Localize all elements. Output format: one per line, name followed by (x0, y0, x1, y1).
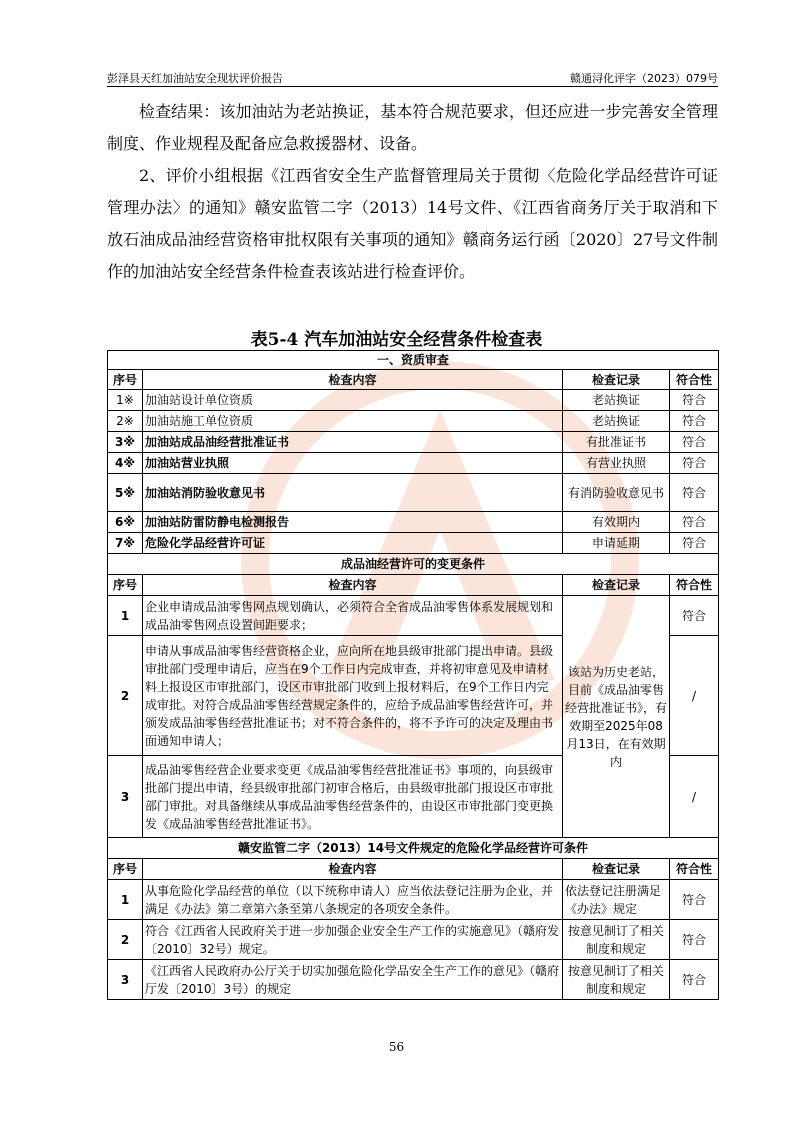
row-conform: 符合 (670, 390, 719, 411)
table-row (108, 411, 719, 432)
paragraph-check-result: 检查结果：该加油站为老站换证，基本符合规范要求，但还应进一步完善安全管理制度、作业规程及配备应急救援器材、设备。 (107, 102, 718, 153)
row-conform: 符合 (670, 880, 719, 920)
row-content: 企业申请成品油零售网点规划确认，必须符合全省成品油零售体系发展规划和成品油零售网点设置间距要求； (143, 596, 563, 636)
table-row (108, 512, 719, 533)
table-row (108, 474, 719, 512)
row-no: 2 (108, 636, 143, 756)
row-no: 3 (108, 756, 143, 838)
row-record: 老站换证 (563, 390, 670, 411)
row-conform: 符合 (670, 432, 719, 453)
col-header-content: 检查内容 (143, 575, 563, 596)
row-no: 5※ (108, 474, 143, 512)
row-content: 符合《江西省人民政府关于进一步加强企业安全生产工作的实施意见》（赣府发〔2010〕32号）规定。 (143, 920, 563, 960)
row-content: 加油站施工单位资质 (143, 411, 563, 432)
row-no: 1※ (108, 390, 143, 411)
safety-check-table (107, 350, 719, 1000)
row-no: 4※ (108, 453, 143, 474)
row-no: 3※ (108, 432, 143, 453)
table-row (108, 596, 719, 636)
row-record: 有批准证书 (563, 432, 670, 453)
table-row (108, 453, 719, 474)
section-title-qualification: 一、资质审查 (108, 351, 719, 370)
row-content: 加油站营业执照 (143, 453, 563, 474)
header-report-number: 赣通浔化评字（2023）079号 (570, 72, 718, 85)
row-conform: 符合 (670, 453, 719, 474)
row-conform: 符合 (670, 533, 719, 554)
row-conform: 符合 (670, 474, 719, 512)
row-content: 《江西省人民政府办公厅关于切实加强危险化学品安全生产工作的意见》（赣府厅发〔2010〕3号）的规定 (143, 960, 563, 1000)
row-content: 成品油零售经营企业要求变更《成品油零售经营批准证书》事项的，向县级审批部门提出申请，经县级审批部门初审合格后，由县级审批部门报设区市审批部门审批。对具备继续从事成品油零售经营条件的，由设区市审批部门变更换发《成品油零售经营批准证书》。 (143, 756, 563, 838)
row-no: 3 (108, 960, 143, 1000)
row-conform: 符合 (670, 411, 719, 432)
row-no: 1 (108, 880, 143, 920)
row-content: 加油站消防验收意见书 (143, 474, 563, 512)
row-no: 1 (108, 596, 143, 636)
col-header-conform: 符合性 (670, 859, 719, 880)
row-record: 依法登记注册满足《办法》规定 (563, 880, 670, 920)
section-title-license-change: 成品油经营许可的变更条件 (108, 554, 719, 575)
row-content: 加油站防雷防静电检测报告 (143, 512, 563, 533)
table-row (108, 960, 719, 1000)
paragraph-evaluation: 2、评价小组根据《江西省安全生产监督管理局关于贯彻〈危险化学品经营许可证管理办法〉的通知》赣安监管二字（2013）14号文件、《江西省商务厅关于取消和下放石油成品油经营资格审批权限有关事项的通知》赣商务运行函〔2020〕27号文件制作的加油站安全经营条件检查表该站进行检查评价。 (107, 166, 718, 281)
table-title: 表5-4 汽车加油站安全经营条件检查表 (250, 330, 543, 350)
row-record: 按意见制订了相关制度和规定 (563, 920, 670, 960)
row-content: 加油站设计单位资质 (143, 390, 563, 411)
col-header-no: 序号 (108, 370, 143, 390)
col-header-content: 检查内容 (143, 370, 563, 390)
row-conform: 符合 (670, 920, 719, 960)
col-header-record: 检查记录 (563, 370, 670, 390)
col-header-record: 检查记录 (563, 859, 670, 880)
row-record: 申请延期 (563, 533, 670, 554)
col-header-record: 检查记录 (563, 575, 670, 596)
row-no: 2 (108, 920, 143, 960)
header-left-title: 彭泽县天红加油站安全现状评价报告 (107, 72, 283, 85)
row-record-merged: 该站为历史老站，目前《成品油零售经营批准证书》，有效期至2025年08月13日，在有效期内 (563, 596, 670, 838)
row-conform: 符合 (670, 512, 719, 533)
row-record: 有消防验收意见书 (563, 474, 670, 512)
table-row (108, 432, 719, 453)
row-record: 老站换证 (563, 411, 670, 432)
row-record: 有效期内 (563, 512, 670, 533)
row-content: 加油站成品油经营批准证书 (143, 432, 563, 453)
page-header (107, 68, 718, 87)
col-header-conform: 符合性 (670, 575, 719, 596)
row-content: 从事危险化学品经营的单位（以下统称申请人）应当依法登记注册为企业，并满足《办法》第二章第六条至第八条规定的各项安全条件。 (143, 880, 563, 920)
col-header-no: 序号 (108, 575, 143, 596)
col-header-content: 检查内容 (143, 859, 563, 880)
row-no: 2※ (108, 411, 143, 432)
row-content: 危险化学品经营许可证 (143, 533, 563, 554)
row-conform: 符合 (670, 596, 719, 636)
row-record: 有营业执照 (563, 453, 670, 474)
row-conform: / (670, 636, 719, 756)
table-row (108, 390, 719, 411)
row-record: 按意见制订了相关制度和规定 (563, 960, 670, 1000)
col-header-no: 序号 (108, 859, 143, 880)
row-no: 7※ (108, 533, 143, 554)
table-row (108, 920, 719, 960)
table-row (108, 533, 719, 554)
page-number: 56 (388, 1040, 405, 1054)
col-header-conform: 符合性 (670, 370, 719, 390)
row-conform: / (670, 756, 719, 838)
row-conform: 符合 (670, 960, 719, 1000)
section-title-hazmat-license: 赣安监管二字（2013）14号文件规定的危险化学品经营许可条件 (108, 838, 719, 859)
table-row (108, 880, 719, 920)
row-no: 6※ (108, 512, 143, 533)
row-content: 申请从事成品油零售经营资格企业，应向所在地县级审批部门提出申请。县级审批部门受理申请后，应当在9个工作日内完成审查，并将初审意见及申请材料上报设区市审批部门，设区市审批部门收到上报材料后，在9个工作日内完成审批。对符合成品油零售经营规定条件的，应给予成品油零售经营许可，并颁发成品油零售经营批准证书；对不符合条件的，将不予许可的决定及理由书面通知申请人； (143, 636, 563, 756)
